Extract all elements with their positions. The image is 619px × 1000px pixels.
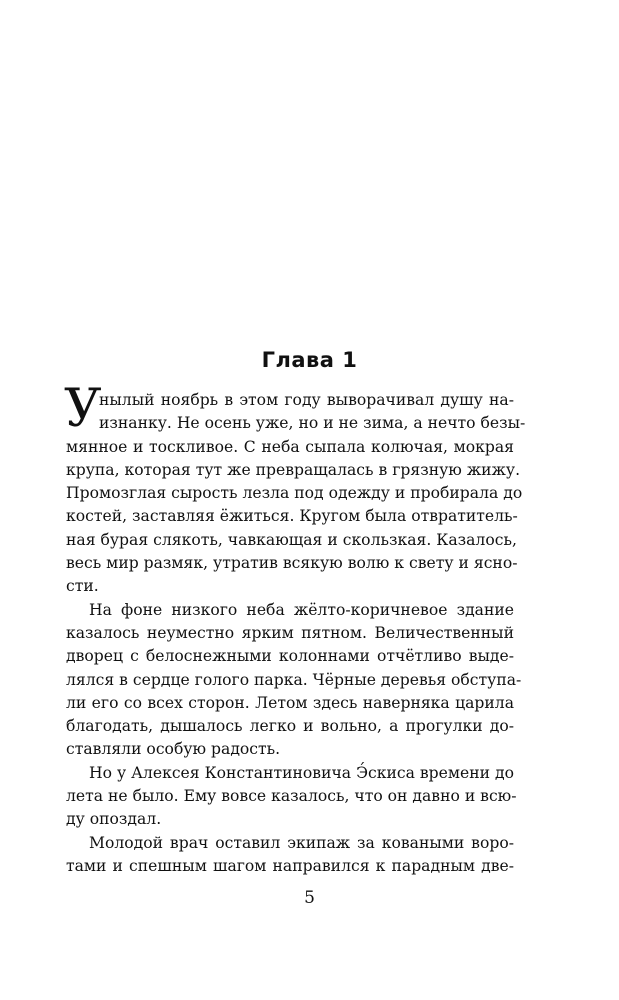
text-line: костей, заставляя ёжиться. Кругом была отвратитель- bbox=[66, 507, 518, 526]
text-line: весь мир размяк, утратив всякую волю к свету и ясно- bbox=[66, 554, 518, 573]
text-line: тами и спешным шагом направился к парадным две- bbox=[66, 856, 514, 875]
chapter-title: Глава 1 bbox=[261, 348, 358, 372]
paragraph-4 bbox=[66, 832, 514, 879]
text-line: Промозглая сырость лезла под одежду и пробирала до bbox=[66, 484, 523, 503]
text-line: лялся в сердце голого парка. Чёрные деревья обступа- bbox=[66, 670, 522, 689]
text-line: На фоне низкого неба жёлто-коричневое здание bbox=[89, 600, 514, 619]
text-line: ставляли особую радость. bbox=[66, 740, 281, 759]
text-line: дворец с белоснежными колоннами отчётливо выде- bbox=[66, 647, 514, 666]
text-line: ду опоздал. bbox=[66, 810, 162, 829]
text-line: крупа, которая тут же превращалась в грязную жижу. bbox=[66, 460, 521, 479]
text-line: сти. bbox=[66, 577, 99, 596]
text-line: изнанку. Не осень уже, но и не зима, а нечто безы- bbox=[99, 414, 526, 433]
paragraph-3 bbox=[66, 762, 517, 832]
text-line: казалось неуместно ярким пятном. Величественный bbox=[66, 623, 514, 642]
paragraph-1 bbox=[64, 379, 526, 599]
text-line: благодать, дышалось легко и вольно, а прогулки до- bbox=[66, 717, 514, 736]
text-line: мянное и тоскливое. С неба сыпала колючая, мокрая bbox=[66, 437, 514, 456]
text-line: лета не было. Ему вовсе казалось, что он давно и всю- bbox=[66, 787, 517, 806]
paragraph-2 bbox=[66, 599, 522, 762]
text-line: Молодой врач оставил экипаж за коваными воро- bbox=[89, 833, 514, 852]
text-line: нылый ноябрь в этом году выворачивал душу на- bbox=[99, 391, 514, 409]
body-text bbox=[64, 379, 526, 878]
text-line: Но у Алексея Константиновича Э́скиса времени до bbox=[89, 763, 514, 782]
drop-cap: У bbox=[64, 379, 102, 439]
page-number: 5 bbox=[304, 888, 315, 908]
text-line: ная бурая слякоть, чавкающая и скользкая. Казалось, bbox=[66, 530, 517, 549]
text-line: ли его со всех сторон. Летом здесь наверняка царила bbox=[66, 693, 514, 712]
